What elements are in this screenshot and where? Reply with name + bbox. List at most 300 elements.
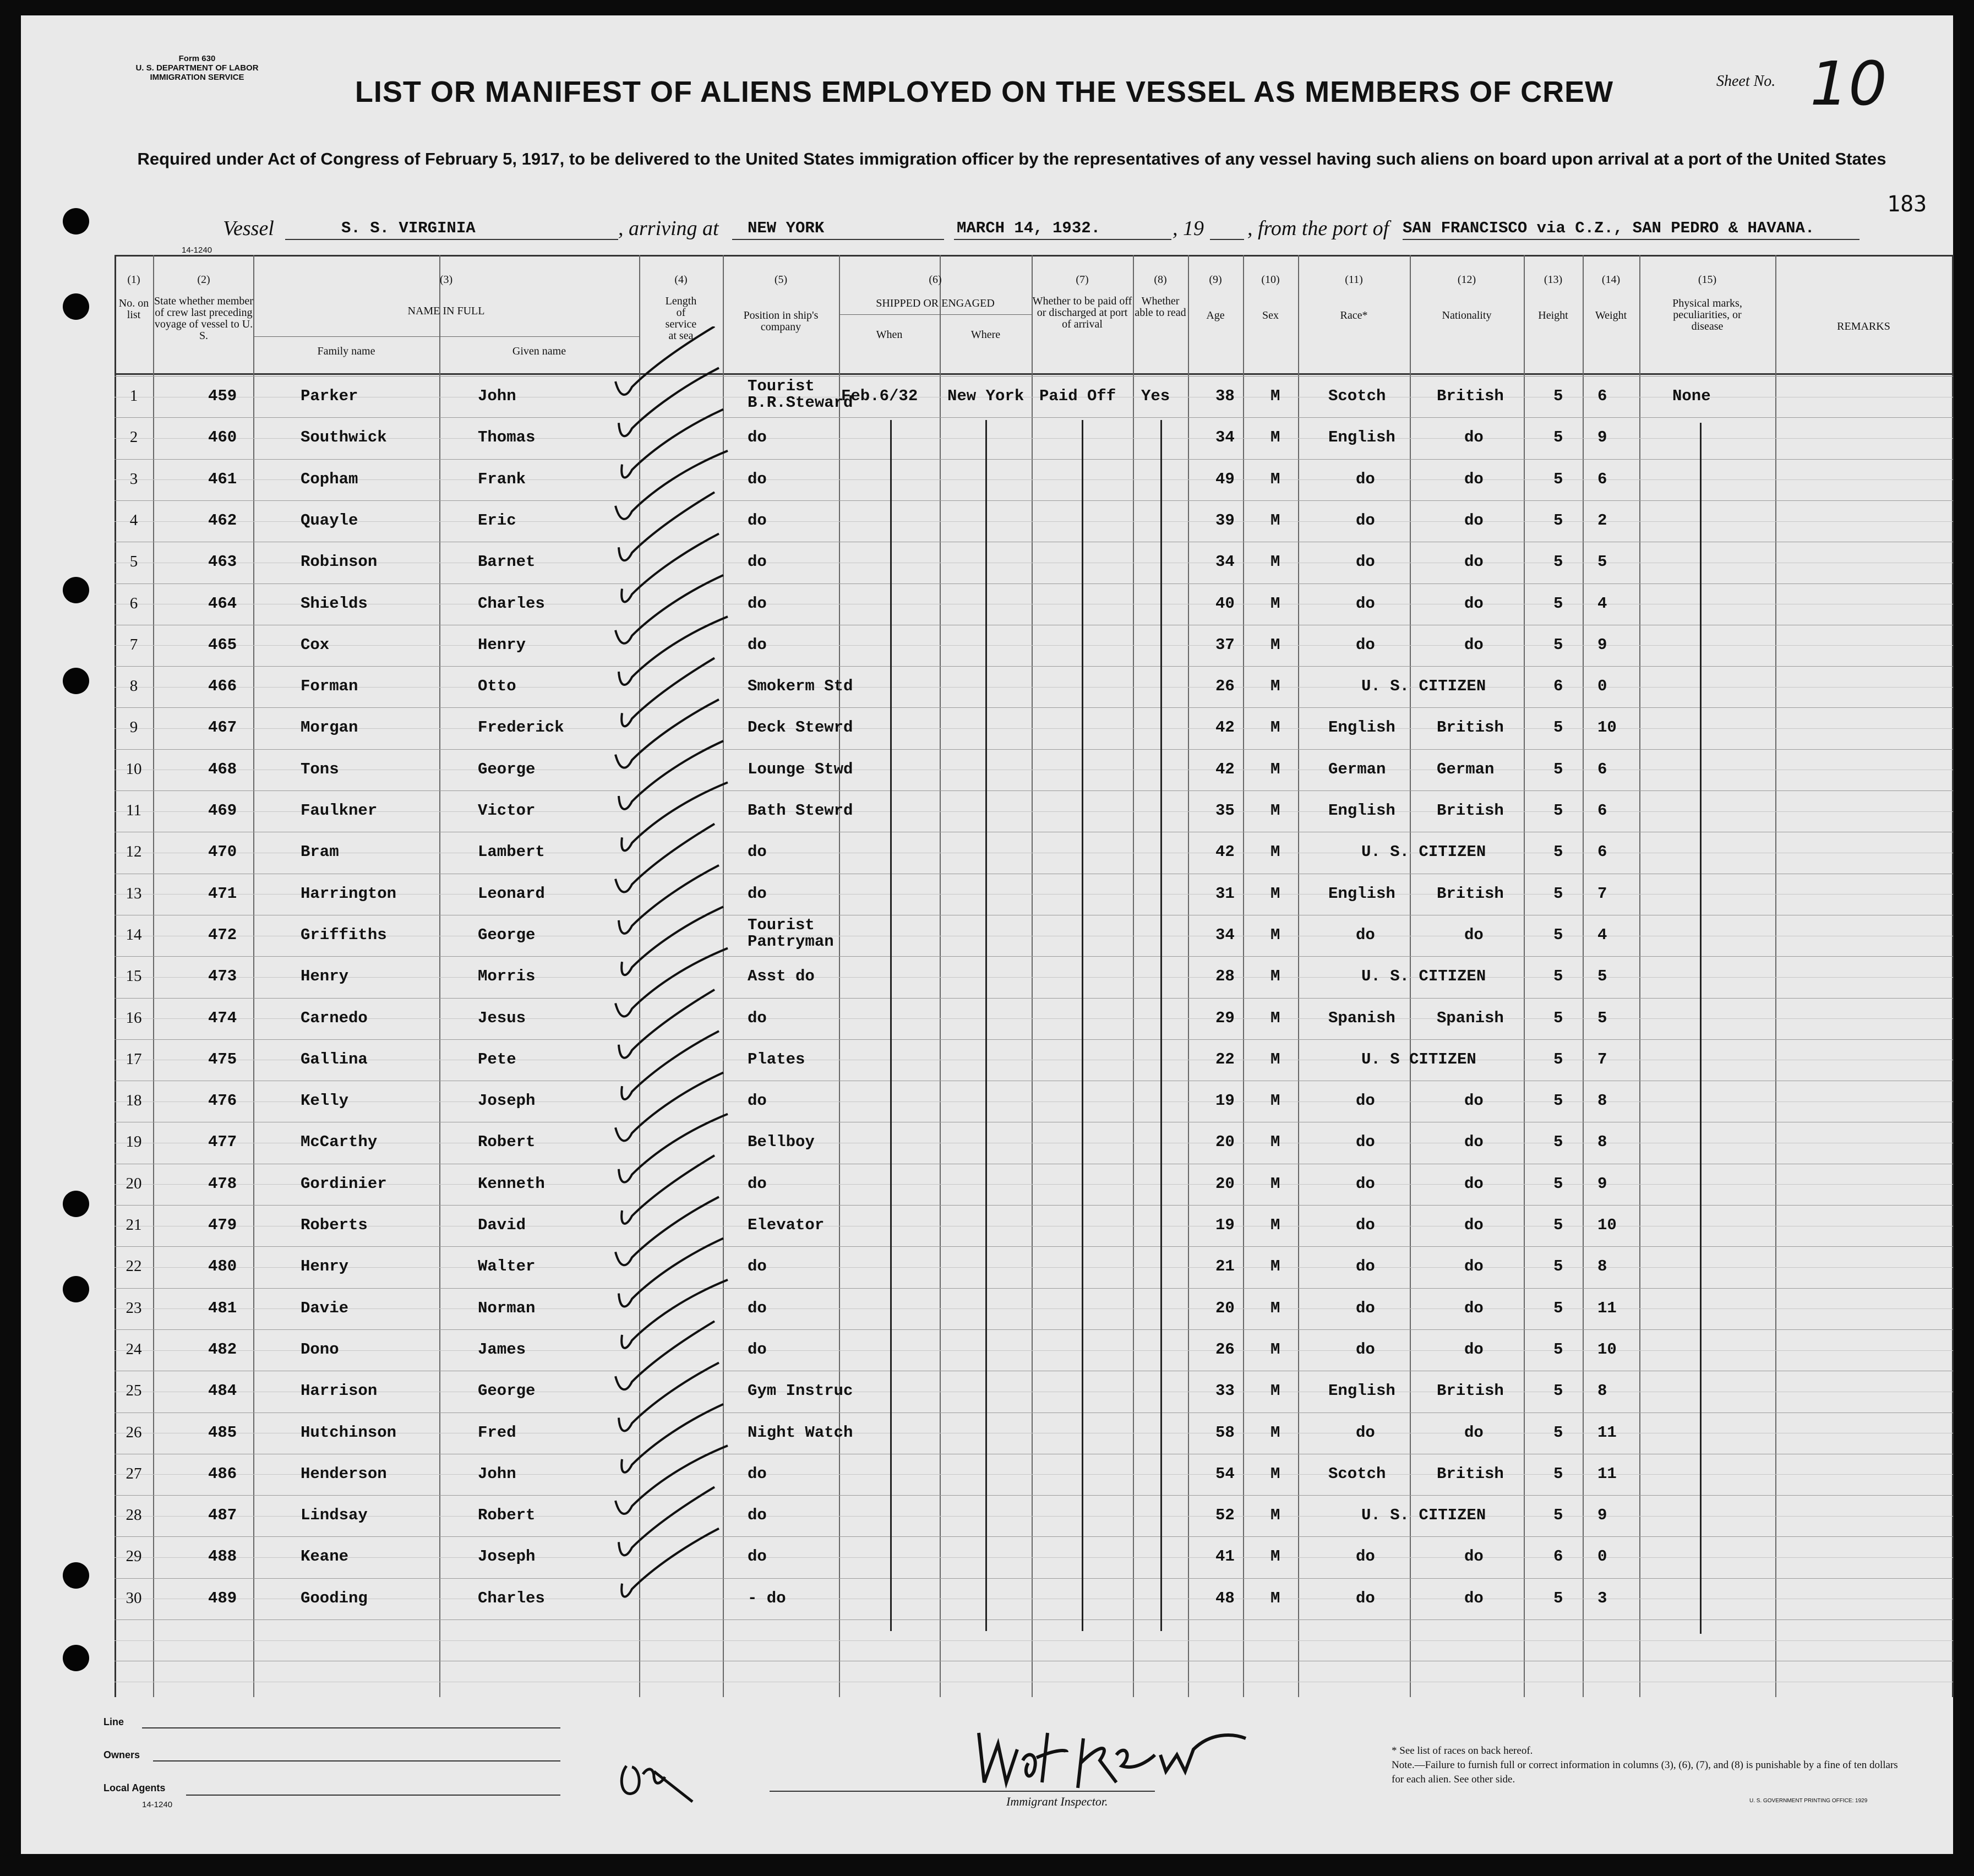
cell-sex: M bbox=[1270, 677, 1280, 696]
arriving-port: NEW YORK bbox=[748, 219, 825, 237]
owners-label: Owners bbox=[103, 1749, 140, 1760]
cell-age: 37 bbox=[1215, 635, 1235, 654]
cell-sex: M bbox=[1270, 1547, 1280, 1566]
penalty-note: Note.—Failure to furnish full or correct information in columns (3), (6), (7), and (8) is punishable by a fine of ten dollars for each alien. See other side. bbox=[1392, 1759, 1898, 1785]
cell-age: 28 bbox=[1215, 967, 1235, 986]
cell-nationality: do bbox=[1464, 1589, 1484, 1607]
cell-sex: M bbox=[1270, 1257, 1280, 1276]
cell-family: Southwick bbox=[301, 428, 387, 447]
cell-position: do bbox=[748, 1464, 767, 1483]
cell-nationality: do bbox=[1464, 553, 1484, 571]
cell-prev: 467 bbox=[208, 718, 237, 737]
cell-age: 54 bbox=[1215, 1464, 1235, 1483]
cell-family: Gallina bbox=[301, 1050, 368, 1068]
col-header-position: Position in ship's company bbox=[743, 309, 819, 333]
cell-age: 31 bbox=[1215, 884, 1235, 903]
cell-position: do bbox=[748, 1299, 767, 1317]
table-row bbox=[114, 915, 1953, 967]
cell-prev: 459 bbox=[208, 387, 237, 405]
table-row bbox=[114, 760, 1953, 801]
cell-height: 5 bbox=[1553, 1133, 1563, 1152]
cell-weight: 9 bbox=[1597, 428, 1607, 447]
cell-race: English bbox=[1328, 801, 1395, 820]
cell-weight: 8 bbox=[1597, 1133, 1607, 1152]
cell-position: Smokerm Std bbox=[748, 677, 853, 696]
cell-no: 27 bbox=[126, 1464, 142, 1482]
cell-position: do bbox=[748, 1547, 767, 1566]
cell-no: 7 bbox=[129, 635, 138, 653]
printer-imprint: U. S. GOVERNMENT PRINTING OFFICE: 1929 bbox=[1749, 1798, 1868, 1804]
from-port: SAN FRANCISCO via C.Z., SAN PEDRO & HAVANA. bbox=[1403, 219, 1815, 237]
table-row bbox=[114, 1175, 1953, 1216]
table-row bbox=[114, 1257, 1953, 1299]
cell-family: McCarthy bbox=[301, 1133, 378, 1152]
cell-sex: M bbox=[1270, 801, 1280, 820]
cell-prev: 476 bbox=[208, 1092, 237, 1110]
cell-height: 6 bbox=[1553, 677, 1563, 696]
cell-weight: 5 bbox=[1597, 1008, 1607, 1027]
table-row bbox=[114, 1009, 1953, 1050]
cell-weight: 10 bbox=[1597, 1216, 1617, 1234]
cell-nationality: British bbox=[1437, 718, 1504, 737]
cell-age: 58 bbox=[1215, 1423, 1235, 1442]
cell-height: 5 bbox=[1553, 1257, 1563, 1276]
sheet-label: Sheet No. bbox=[1716, 73, 1776, 90]
cell-prev: 468 bbox=[208, 760, 237, 778]
cell-weight: 7 bbox=[1597, 884, 1607, 903]
cell-age: 19 bbox=[1215, 1092, 1235, 1110]
col-header-prev-voyage: State whether member of crew last preceding voyage of vessel to U. S. bbox=[154, 295, 253, 342]
cell-family: Lindsay bbox=[301, 1506, 368, 1525]
cell-no: 19 bbox=[126, 1133, 142, 1151]
punch-hole bbox=[63, 293, 89, 320]
cell-sex: M bbox=[1270, 594, 1280, 613]
cell-prev: 482 bbox=[208, 1340, 237, 1359]
form-service: IMMIGRATION SERVICE bbox=[150, 73, 244, 82]
cell-sex: M bbox=[1270, 1050, 1280, 1068]
cell-given: Charles bbox=[478, 1589, 545, 1607]
cell-race: do bbox=[1356, 594, 1375, 613]
col-header-read: Whether able to read bbox=[1135, 295, 1186, 319]
cell-race-nationality: U. S CITIZEN bbox=[1361, 1050, 1476, 1068]
col-header-position-num: (5) bbox=[774, 274, 788, 286]
table-row bbox=[114, 511, 1953, 553]
cell-sex: M bbox=[1270, 1092, 1280, 1110]
punch-hole bbox=[63, 577, 89, 603]
cell-position: Lounge Stwd bbox=[748, 760, 853, 778]
col-header-read-num: (8) bbox=[1154, 274, 1167, 286]
inspector-label: Immigrant Inspector. bbox=[1006, 1795, 1108, 1808]
col-header-sex: Sex bbox=[1262, 309, 1279, 321]
cell-prev: 460 bbox=[208, 428, 237, 447]
year-label: , 19 bbox=[1173, 217, 1204, 240]
cell-prev: 464 bbox=[208, 594, 237, 613]
cell-no: 2 bbox=[129, 428, 138, 446]
cell-weight: 4 bbox=[1597, 925, 1607, 944]
race-footnote: * See list of races on back hereof. bbox=[1392, 1745, 1533, 1757]
col-header-prev-num: (2) bbox=[197, 274, 210, 286]
cell-sex: M bbox=[1270, 925, 1280, 944]
cell-sex: M bbox=[1270, 843, 1280, 861]
cell-prev: 487 bbox=[208, 1506, 237, 1525]
cell-given: Norman bbox=[478, 1299, 536, 1317]
cell-race: English bbox=[1328, 718, 1395, 737]
inspector-initials bbox=[615, 1744, 698, 1804]
cell-position: do bbox=[748, 1506, 767, 1525]
cell-given: Henry bbox=[478, 635, 526, 654]
col-header-weight: Weight bbox=[1595, 309, 1627, 321]
col-header-nationality-num: (12) bbox=[1457, 274, 1476, 286]
cell-weight: 3 bbox=[1597, 1589, 1607, 1607]
cell-position: do bbox=[748, 843, 767, 861]
cell-family: Dono bbox=[301, 1340, 339, 1359]
cell-height: 5 bbox=[1553, 1216, 1563, 1234]
cell-sex: M bbox=[1270, 1008, 1280, 1027]
agents-code: 14-1240 bbox=[142, 1800, 173, 1809]
cell-age: 42 bbox=[1215, 760, 1235, 778]
col-header-race-num: (11) bbox=[1345, 274, 1363, 286]
cell-no: 30 bbox=[126, 1589, 142, 1607]
cell-race: do bbox=[1356, 1423, 1375, 1442]
cell-sex: M bbox=[1270, 1464, 1280, 1483]
table-row bbox=[114, 1382, 1953, 1423]
cell-prev: 474 bbox=[208, 1008, 237, 1027]
cell-weight: 6 bbox=[1597, 470, 1607, 488]
cell-race: do bbox=[1356, 1299, 1375, 1317]
cell-no: 29 bbox=[126, 1547, 142, 1566]
cell-sex: M bbox=[1270, 1133, 1280, 1152]
cell-given: Walter bbox=[478, 1257, 536, 1276]
cell-family: Forman bbox=[301, 677, 358, 696]
page-title: LIST OR MANIFEST OF ALIENS EMPLOYED ON THE VESSEL AS MEMBERS OF CREW bbox=[355, 75, 1614, 108]
vessel-label: Vessel bbox=[223, 217, 274, 240]
table-row bbox=[114, 470, 1953, 511]
cell-weight: 11 bbox=[1597, 1464, 1617, 1483]
cell-nationality: do bbox=[1464, 925, 1484, 944]
cell-position: Elevator bbox=[748, 1216, 825, 1234]
cell-no: 16 bbox=[126, 1008, 142, 1027]
col-header-name-num: (3) bbox=[439, 274, 453, 286]
cell-nationality: do bbox=[1464, 1547, 1484, 1566]
cell-nationality: do bbox=[1464, 470, 1484, 488]
cell-given: Robert bbox=[478, 1506, 536, 1525]
cell-sex: M bbox=[1270, 760, 1280, 778]
col-header-height-num: (13) bbox=[1544, 274, 1563, 286]
cell-nationality: German bbox=[1437, 760, 1495, 778]
cell-age: 20 bbox=[1215, 1174, 1235, 1193]
cell-sex: M bbox=[1270, 511, 1280, 530]
cell-height: 5 bbox=[1553, 1340, 1563, 1359]
table-row bbox=[114, 843, 1953, 884]
cell-prev: 475 bbox=[208, 1050, 237, 1068]
cell-position: do bbox=[748, 470, 767, 488]
cell-position: Plates bbox=[748, 1050, 805, 1068]
cell-given: Morris bbox=[478, 967, 536, 986]
cell-marks: None bbox=[1672, 387, 1711, 405]
cell-prev: 472 bbox=[208, 925, 237, 944]
table-row bbox=[114, 428, 1953, 470]
cell-no: 3 bbox=[129, 470, 138, 488]
col-header-remarks: REMARKS bbox=[1837, 320, 1890, 332]
cell-family: Harrington bbox=[301, 884, 397, 903]
table-row bbox=[114, 1216, 1953, 1257]
cell-position: do bbox=[748, 1174, 767, 1193]
cell-race: do bbox=[1356, 925, 1375, 944]
cell-sex: M bbox=[1270, 470, 1280, 488]
col-header-no: No. on list bbox=[118, 297, 149, 321]
cell-nationality: British bbox=[1437, 1382, 1504, 1400]
cell-height: 5 bbox=[1553, 553, 1563, 571]
punch-hole bbox=[63, 1276, 89, 1302]
col-header-marks: Physical marks, peculiarities, or disease bbox=[1672, 297, 1742, 332]
col-header-given: Given name bbox=[512, 345, 566, 357]
cell-race: do bbox=[1356, 1174, 1375, 1193]
form-number: Form 630 bbox=[178, 54, 216, 63]
cell-no: 4 bbox=[129, 511, 138, 529]
arrival-date: MARCH 14, 1932. bbox=[957, 219, 1101, 237]
cell-age: 41 bbox=[1215, 1547, 1235, 1566]
cell-family: Henry bbox=[301, 1257, 349, 1276]
col-header-shipped: SHIPPED OR ENGAGED bbox=[876, 297, 995, 309]
cell-race-nationality: U. S. CITIZEN bbox=[1361, 1506, 1486, 1525]
cell-race: English bbox=[1328, 884, 1395, 903]
table-row bbox=[114, 677, 1953, 718]
cell-no: 1 bbox=[129, 387, 138, 405]
cell-race: do bbox=[1356, 1547, 1375, 1566]
cell-prev: 470 bbox=[208, 843, 237, 861]
cell-age: 21 bbox=[1215, 1257, 1235, 1276]
from-label: , from the port of bbox=[1247, 217, 1389, 240]
cell-weight: 8 bbox=[1597, 1382, 1607, 1400]
cell-sex: M bbox=[1270, 884, 1280, 903]
col-header-sex-num: (10) bbox=[1261, 274, 1280, 286]
cell-family: Shields bbox=[301, 594, 368, 613]
cell-no: 18 bbox=[126, 1092, 142, 1110]
cell-prev: 489 bbox=[208, 1589, 237, 1607]
cell-height: 5 bbox=[1553, 925, 1563, 944]
cell-family: Bram bbox=[301, 843, 339, 861]
cell-prev: 463 bbox=[208, 553, 237, 571]
cell-race: do bbox=[1356, 470, 1375, 488]
col-header-marks-num: (15) bbox=[1698, 274, 1717, 286]
col-header-service-num: (4) bbox=[674, 274, 688, 286]
cell-given: Charles bbox=[478, 594, 545, 613]
cell-given: Thomas bbox=[478, 428, 536, 447]
cell-no: 15 bbox=[126, 967, 142, 985]
cell-weight: 9 bbox=[1597, 1174, 1607, 1193]
cell-age: 33 bbox=[1215, 1382, 1235, 1400]
col-header-where: Where bbox=[970, 329, 1001, 341]
cell-given: Eric bbox=[478, 511, 516, 530]
cell-weight: 8 bbox=[1597, 1257, 1607, 1276]
cell-sex: M bbox=[1270, 428, 1280, 447]
cell-nationality: do bbox=[1464, 594, 1484, 613]
cell-height: 5 bbox=[1553, 1299, 1563, 1317]
cell-race: English bbox=[1328, 1382, 1395, 1400]
cell-position: Tourist bbox=[748, 377, 815, 395]
cell-no: 5 bbox=[129, 553, 138, 571]
cell-no: 26 bbox=[126, 1423, 142, 1441]
cell-given: George bbox=[478, 760, 536, 778]
cell-age: 42 bbox=[1215, 718, 1235, 737]
cell-family: Hutchinson bbox=[301, 1423, 397, 1442]
cell-given: John bbox=[478, 387, 516, 405]
cell-sex: M bbox=[1270, 1216, 1280, 1234]
table-row bbox=[114, 718, 1953, 760]
cell-nationality: do bbox=[1464, 1174, 1484, 1193]
cell-position: do bbox=[748, 1092, 767, 1110]
cell-family: Morgan bbox=[301, 718, 358, 737]
cell-no: 25 bbox=[126, 1382, 142, 1400]
cell-height: 5 bbox=[1553, 635, 1563, 654]
cell-prev: 469 bbox=[208, 801, 237, 820]
cell-age: 39 bbox=[1215, 511, 1235, 530]
cell-family: Carnedo bbox=[301, 1008, 368, 1027]
cell-weight: 5 bbox=[1597, 553, 1607, 571]
cell-weight: 6 bbox=[1597, 843, 1607, 861]
cell-position: Gym Instruc bbox=[748, 1382, 853, 1400]
cell-family: Davie bbox=[301, 1299, 349, 1317]
cell-height: 5 bbox=[1553, 1050, 1563, 1068]
cell-read: Yes bbox=[1141, 387, 1170, 405]
cell-sex: M bbox=[1270, 1589, 1280, 1607]
cell-height: 5 bbox=[1553, 1382, 1563, 1400]
col-header-paid-num: (7) bbox=[1076, 274, 1089, 286]
line-label: Line bbox=[103, 1716, 124, 1727]
cell-weight: 4 bbox=[1597, 594, 1607, 613]
table-row bbox=[114, 553, 1953, 594]
cell-sex: M bbox=[1270, 1423, 1280, 1442]
cell-nationality: British bbox=[1437, 884, 1504, 903]
cell-given: Lambert bbox=[478, 843, 545, 861]
cell-nationality: do bbox=[1464, 428, 1484, 447]
cell-position-line2: B.R.Steward bbox=[748, 394, 853, 412]
cell-height: 6 bbox=[1553, 1547, 1563, 1566]
cell-sex: M bbox=[1270, 1382, 1280, 1400]
cell-sex: M bbox=[1270, 635, 1280, 654]
cell-position: do bbox=[748, 1340, 767, 1359]
col-header-service: Length of service at sea bbox=[665, 295, 697, 342]
cell-prev: 465 bbox=[208, 635, 237, 654]
form-department: U. S. DEPARTMENT OF LABOR bbox=[135, 63, 259, 73]
cell-weight: 6 bbox=[1597, 801, 1607, 820]
punch-hole bbox=[63, 1645, 89, 1671]
cell-weight: 8 bbox=[1597, 1092, 1607, 1110]
cell-age: 26 bbox=[1215, 1340, 1235, 1359]
cell-race: do bbox=[1356, 1340, 1375, 1359]
footnotes bbox=[1392, 1744, 1898, 1787]
cell-height: 5 bbox=[1553, 1008, 1563, 1027]
cell-position: - do bbox=[748, 1589, 786, 1607]
cell-weight: 2 bbox=[1597, 511, 1607, 530]
cell-no: 24 bbox=[126, 1340, 142, 1358]
cell-nationality: British bbox=[1437, 1464, 1504, 1483]
cell-race: do bbox=[1356, 1092, 1375, 1110]
cell-position: do bbox=[748, 594, 767, 613]
cell-family: Robinson bbox=[301, 553, 378, 571]
cell-given: Robert bbox=[478, 1133, 536, 1152]
cell-nationality: do bbox=[1464, 1340, 1484, 1359]
cell-position: do bbox=[748, 884, 767, 903]
cell-age: 35 bbox=[1215, 801, 1235, 820]
cell-prev: 481 bbox=[208, 1299, 237, 1317]
cell-height: 5 bbox=[1553, 1589, 1563, 1607]
cell-given: Joseph bbox=[478, 1092, 536, 1110]
cell-nationality: Spanish bbox=[1437, 1008, 1504, 1027]
cell-given: Fred bbox=[478, 1423, 516, 1442]
cell-prev: 477 bbox=[208, 1133, 237, 1152]
cell-no: 23 bbox=[126, 1299, 142, 1317]
col-header-paid: Whether to be paid off or discharged at port of arrival bbox=[1032, 295, 1132, 330]
cell-age: 49 bbox=[1215, 470, 1235, 488]
cell-height: 5 bbox=[1553, 511, 1563, 530]
cell-prev: 478 bbox=[208, 1174, 237, 1193]
cell-no: 8 bbox=[129, 677, 138, 695]
inspector-signature bbox=[973, 1711, 1248, 1793]
agents-label: Local Agents bbox=[103, 1782, 166, 1793]
cell-age: 20 bbox=[1215, 1133, 1235, 1152]
cell-family: Copham bbox=[301, 470, 358, 488]
cell-sex: M bbox=[1270, 553, 1280, 571]
cell-age: 20 bbox=[1215, 1299, 1235, 1317]
cell-nationality: do bbox=[1464, 511, 1484, 530]
cell-race-nationality: U. S. CITIZEN bbox=[1361, 843, 1486, 861]
cell-given: John bbox=[478, 1464, 516, 1483]
cell-given: Pete bbox=[478, 1050, 516, 1068]
cell-age: 22 bbox=[1215, 1050, 1235, 1068]
cell-height: 5 bbox=[1553, 718, 1563, 737]
cell-height: 5 bbox=[1553, 843, 1563, 861]
table-row bbox=[114, 1133, 1953, 1174]
cell-race: do bbox=[1356, 553, 1375, 571]
cell-position: Deck Stewrd bbox=[748, 718, 853, 737]
cell-weight: 9 bbox=[1597, 635, 1607, 654]
cell-height: 5 bbox=[1553, 760, 1563, 778]
vessel-name: S. S. VIRGINIA bbox=[341, 219, 476, 237]
cell-weight: 6 bbox=[1597, 387, 1607, 405]
col-header-weight-num: (14) bbox=[1601, 274, 1621, 286]
cell-given: Victor bbox=[478, 801, 536, 820]
col-header-nationality: Nationality bbox=[1442, 309, 1492, 321]
cell-race: do bbox=[1356, 511, 1375, 530]
cell-no: 12 bbox=[126, 843, 142, 861]
cell-no: 11 bbox=[126, 801, 141, 819]
cell-race: do bbox=[1356, 1589, 1375, 1607]
cell-family: Henry bbox=[301, 967, 349, 986]
cell-prev: 484 bbox=[208, 1382, 237, 1400]
sheet-number: 10 bbox=[1810, 48, 1887, 119]
table-row bbox=[114, 1465, 1953, 1506]
arriving-label: , arriving at bbox=[618, 217, 719, 240]
cell-weight: 6 bbox=[1597, 760, 1607, 778]
cell-nationality: do bbox=[1464, 1257, 1484, 1276]
cell-height: 5 bbox=[1553, 594, 1563, 613]
cell-no: 21 bbox=[126, 1216, 142, 1234]
cell-prev: 488 bbox=[208, 1547, 237, 1566]
cell-prev: 462 bbox=[208, 511, 237, 530]
col-header-age: Age bbox=[1206, 309, 1225, 321]
cell-no: 17 bbox=[126, 1050, 142, 1068]
cell-nationality: do bbox=[1464, 635, 1484, 654]
table-row bbox=[114, 1092, 1953, 1133]
cell-weight: 0 bbox=[1597, 677, 1607, 696]
cell-given: Jesus bbox=[478, 1008, 526, 1027]
cell-height: 5 bbox=[1553, 1464, 1563, 1483]
cell-weight: 10 bbox=[1597, 718, 1617, 737]
cell-prev: 461 bbox=[208, 470, 237, 488]
punch-hole bbox=[63, 668, 89, 694]
cell-given: Kenneth bbox=[478, 1174, 545, 1193]
